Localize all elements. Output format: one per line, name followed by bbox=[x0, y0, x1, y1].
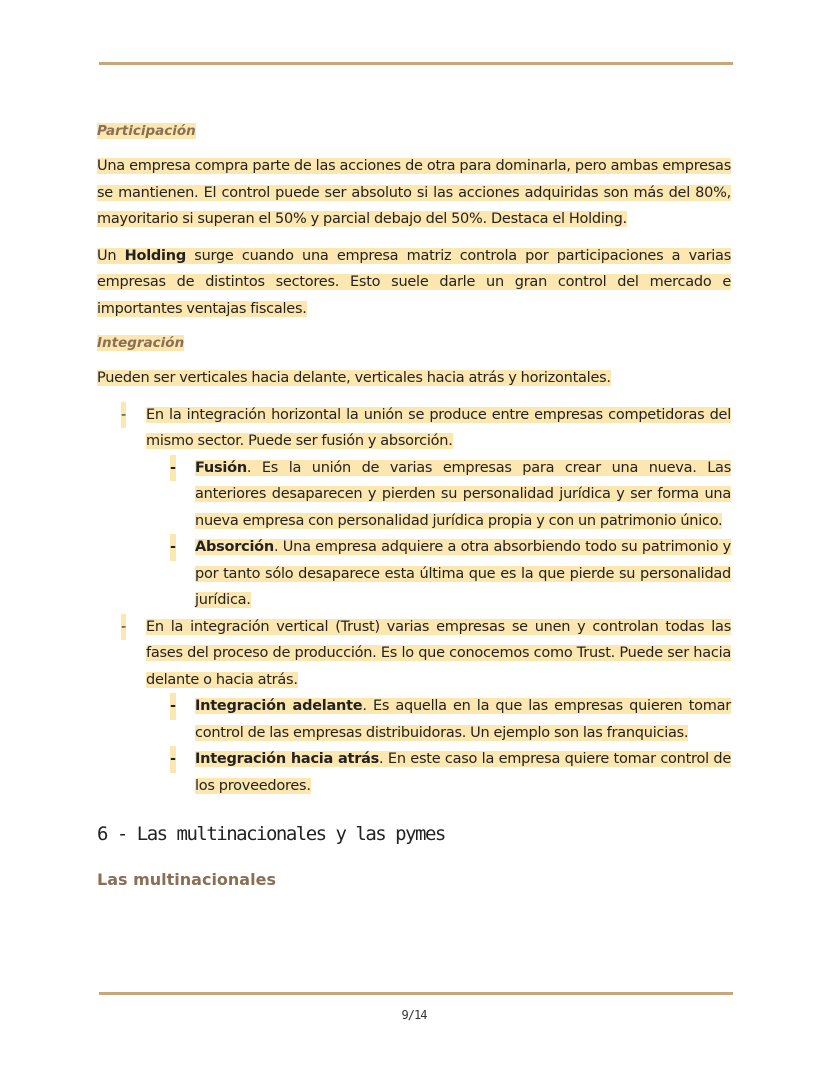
section-title: 6 - Las multinacionales y las pymes bbox=[97, 823, 445, 845]
header-rule bbox=[99, 62, 733, 65]
paragraph-participacion: Una empresa compra parte de las acciones de otra para dominarla, pero ambas empresas se mantienen. El control puede ser absoluto si las acciones adquiridas son más del 80%, mayoritario si superan el 50% y parcial debajo del 50%. Destaca el Holding. bbox=[97, 158, 731, 227]
subsection-title: Las multinacionales bbox=[97, 870, 276, 889]
page-content bbox=[97, 120, 731, 892]
vertical-sublist bbox=[146, 693, 731, 799]
horizontal-sublist bbox=[146, 455, 731, 614]
list-item-absorcion: - Absorción. Una empresa adquiere a otra absorbiendo todo su patrimonio y por tanto sólo desaparece esta última que es la que pierde su personalidad jurídica. bbox=[195, 534, 731, 614]
paragraph-holding: Un Holding surge cuando una empresa matriz controla por participaciones a varias empresas de distintos sectores. Esto suele darle un gran control del mercado e importantes ventajas fiscales. bbox=[97, 247, 731, 317]
page-number: 9/14 bbox=[401, 1008, 427, 1022]
list-item-adelante: - Integración adelante. Es aquella en la que las empresas quieren tomar control de las empresas distribuidoras. Un ejemplo son las franquicias. bbox=[195, 693, 731, 746]
footer-rule bbox=[99, 992, 733, 995]
heading-participacion: Participación bbox=[97, 123, 196, 139]
list-item-horizontal: - En la integración horizontal la unión se produce entre empresas competidoras del mismo sector. Puede ser fusión y absorción. - Fusión. Es la unión de varias empresas para crear una nueva. Las anteriores desaparecen y pierden su personalidad jurídica y ser forma una nueva empresa con personalidad jurídica propia y con un patrimonio único. - Absorción. Una empresa adquiere a otra absorbiendo todo su patrimonio y por tanto sólo desaparece esta última que es la que pierde su personalidad jurídica. bbox=[146, 402, 731, 614]
list-item-vertical: - En la integración vertical (Trust) varias empresas se unen y controlan todas las fases del proceso de producción. Es lo que conocemos como Trust. Puede ser hacia delante o hacia atrás. - Integración adelante. Es aquella en la que las empresas quieren tomar control de las empresas distribuidoras. Un ejemplo son las franquicias. - Integración hacia atrás. En este caso la empresa quiere tomar control de los proveedores. bbox=[146, 614, 731, 800]
list-item-fusion: - Fusión. Es la unión de varias empresas para crear una nueva. Las anteriores desaparecen y pierden su personalidad jurídica y ser forma una nueva empresa con personalidad jurídica propia y con un patrimonio único. bbox=[195, 455, 731, 535]
heading-integracion: Integración bbox=[97, 335, 185, 351]
holding-term: Holding bbox=[124, 247, 186, 264]
list-item-atras: - Integración hacia atrás. En este caso la empresa quiere tomar control de los proveedores. bbox=[195, 746, 731, 799]
integracion-list bbox=[97, 402, 731, 800]
paragraph-integracion-intro: Pueden ser verticales hacia delante, verticales hacia atrás y horizontales. bbox=[97, 370, 611, 386]
